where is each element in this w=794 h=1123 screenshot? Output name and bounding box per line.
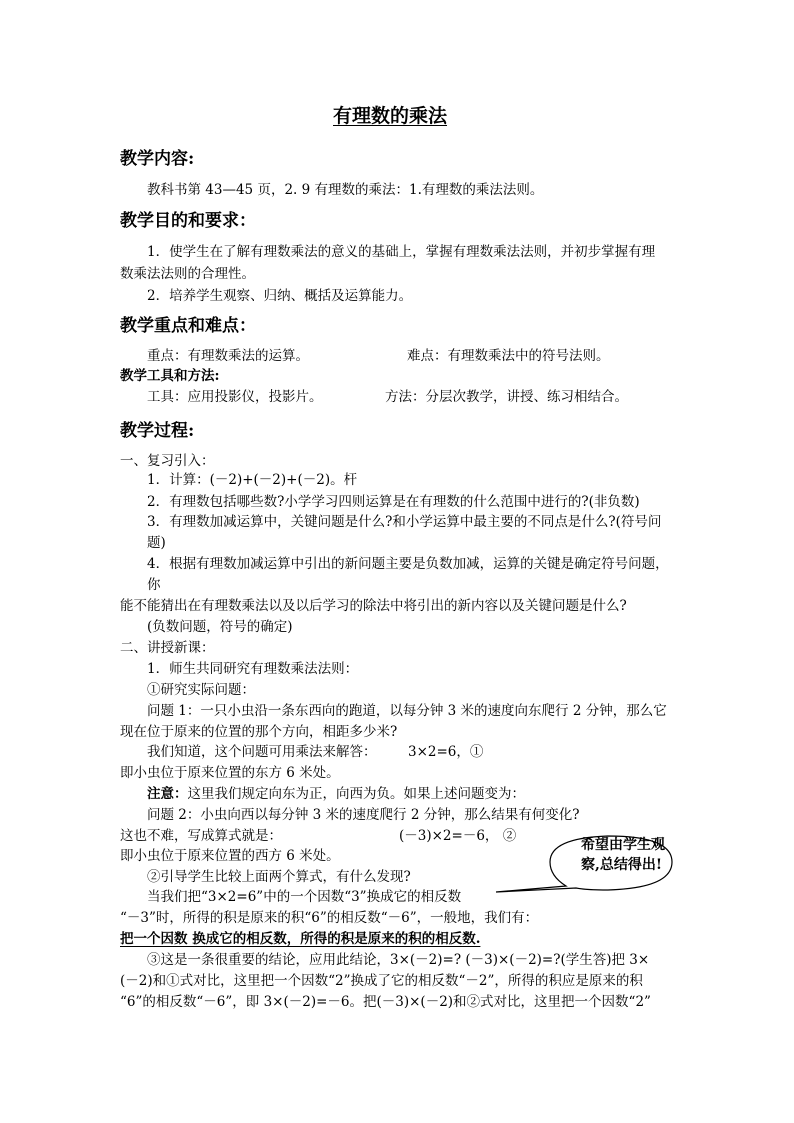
bubble-line-1: 希望由学生观	[581, 837, 665, 853]
heading-process: 教学过程:	[120, 421, 195, 441]
note-line	[147, 788, 525, 802]
teach-heading: 二、讲授新课：	[120, 640, 215, 656]
note-label: 注意：	[147, 786, 188, 802]
rule-statement: 把一个因数 换成它的相反数，所得的积是原来的积的相反数.	[120, 931, 481, 947]
methods-text: 方法：分层次教学，讲授、练习相结合。	[385, 389, 628, 405]
east-result: 即小虫位于原来位置的东方 6 米处。	[120, 765, 340, 781]
when-line-2: “－3”时，所得的积是原来的积“6”的相反数“－6”，一般地，我们有：	[120, 910, 539, 926]
know-text: 我们知道，这个问题可用乘法来解答：	[147, 744, 377, 760]
circle-3-line-3: “6”的相反数“－6”，即 3×(－2)=－6。把(－3)×(－2)和②式对比，这里把一个因数“2”	[120, 994, 651, 1010]
circle-3-line-1: ③这是一条很重要的结论，应用此结论，3×(－2)=? (－3)×(－2)=?(学生答)把 3×	[147, 952, 650, 968]
review-q4-line-2: 你	[147, 577, 161, 593]
speech-bubble	[486, 828, 686, 912]
review-q2: 2．有理数包括哪些数?小学学习四则运算是在有理数的什么范围中进行的?(非负数)	[147, 494, 640, 510]
review-q1: 1．计算：(－2)+(－2)+(－2)。杆	[147, 472, 358, 488]
content-text: 教科书第 43—45 页，2. 9 有理数的乘法：1.有理数的乘法法则。	[147, 182, 544, 198]
goal-2: 2．培养学生观察、归纳、概括及运算能力。	[147, 288, 413, 304]
equation-2: (－3)×2=－6， ②	[399, 828, 517, 844]
bubble-line-2: 察,总结得出!	[581, 857, 663, 873]
page-title: 有理数的乘法	[333, 105, 448, 127]
problem-1-line-1: 问题 1：一只小虫沿一条东西向的跑道，以每分钟 3 米的速度向东爬行 2 分钟，那么它	[147, 703, 667, 719]
review-heading: 一、复习引入：	[120, 453, 215, 469]
teach-sub-1: 1．师生共同研究有理数乘法法则：	[147, 661, 359, 677]
heading-goals: 教学目的和要求：	[120, 211, 256, 231]
heading-content: 教学内容:	[120, 149, 195, 169]
review-q4-line-3: 能不能猜出在有理数乘法以及以后学习的除法中将引出的新内容以及关键问题是什么?	[120, 598, 627, 614]
focus-key-point: 重点：有理数乘法的运算。	[147, 348, 309, 364]
problem-2: 问题 2：小虫向西以每分钟 3 米的速度爬行 2 分钟，那么结果有何变化?	[147, 807, 580, 823]
note-text: 这里我们规定向东为正，向西为负。如果上述问题变为：	[187, 786, 525, 802]
west-result: 即小虫位于原来位置的西方 6 米处。	[120, 848, 340, 864]
teach-circle-1: ①研究实际问题：	[147, 682, 255, 698]
problem-1-line-2: 现在位于原来的位置的那个方向，相距多少米?	[120, 724, 398, 740]
circle-3-line-2: (－2)和①式对比，这里把一个因数“2”换成了它的相反数“－2”，所得的积应是原来的积	[120, 973, 643, 989]
goal-1-line-1: 1．使学生在了解有理数乘法的意义的基础上，掌握有理数乘法法则，并初步掌握有理	[147, 244, 656, 260]
heading-tools: 教学工具和方法:	[120, 368, 220, 384]
review-q4-line-4: (负数问题，符号的确定)	[147, 619, 293, 635]
equation-1: 3×2=6，①	[408, 744, 484, 760]
teach-circle-2: ②引导学生比较上面两个算式，有什么发现?	[147, 869, 411, 885]
review-q3-line-2: 题)	[147, 535, 166, 551]
review-q3-line-1: 3．有理数加减运算中，关键问题是什么?和小学运算中最主要的不同点是什么?(符号问	[147, 514, 662, 530]
review-q4-line-1: 4．根据有理数加减运算中引出的新问题主要是负数加减，运算的关键是确定符号问题，	[147, 556, 669, 572]
tools-text: 工具：应用投影仪，投影片。	[147, 389, 323, 405]
focus-difficult-point: 难点：有理数乘法中的符号法则。	[407, 348, 610, 364]
heading-focus: 教学重点和难点：	[120, 316, 256, 336]
hard-text: 这也不难，写成算式就是：	[120, 828, 282, 844]
goal-1-line-2: 数乘法法则的合理性。	[120, 266, 255, 282]
when-line-1: 当我们把“3×2=6”中的一个因数“3”换成它的相反数	[147, 889, 462, 905]
